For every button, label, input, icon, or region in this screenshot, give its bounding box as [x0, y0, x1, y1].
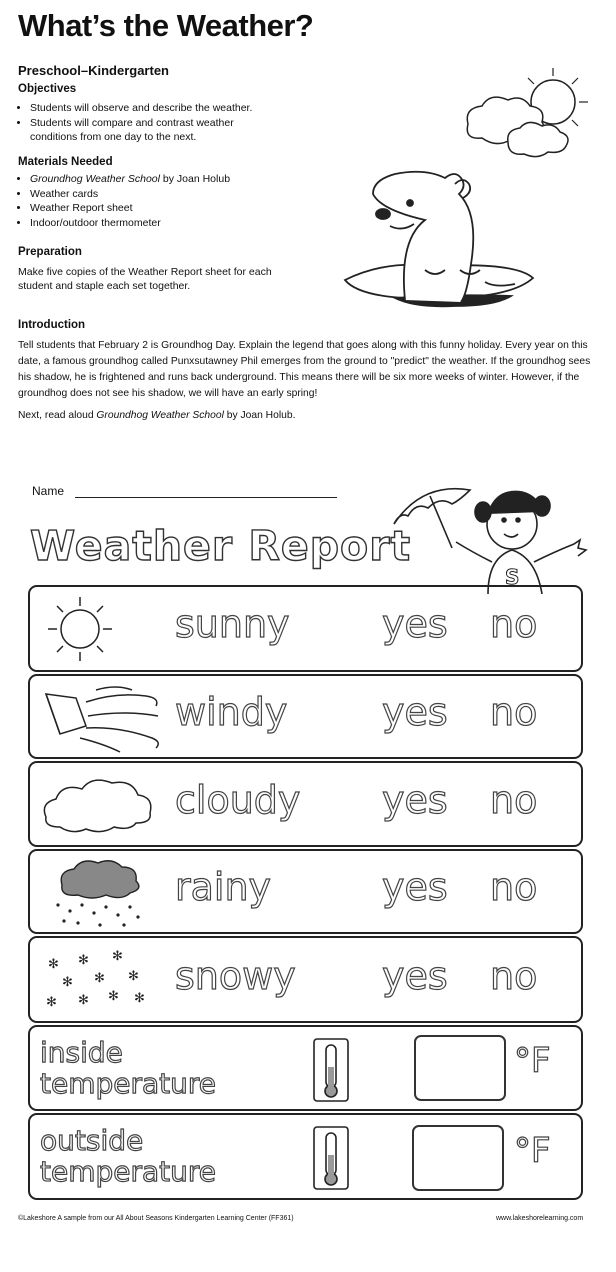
svg-text:✻: ✻ — [112, 949, 123, 964]
list-item — [30, 172, 278, 187]
yes-option[interactable]: yes — [382, 602, 448, 646]
svg-text:✻: ✻ — [134, 991, 145, 1006]
cloud-sun-illustration — [448, 62, 603, 172]
snow-icon — [42, 946, 152, 1016]
inside-unit: °F — [514, 1041, 551, 1081]
groundhog-illustration — [335, 170, 535, 330]
no-option[interactable]: no — [490, 778, 538, 822]
list-item: • Students will compare and contrast weather conditions from one day to the next. — [30, 116, 268, 145]
read-aloud-suffix: by Joan Holub. — [223, 410, 296, 421]
list-item: • Weather cards — [30, 187, 278, 202]
footer-url[interactable]: www.lakeshorelearning.com — [496, 1215, 584, 1222]
thermometer-icon — [311, 1125, 351, 1191]
materials-heading: Materials Needed — [18, 156, 113, 168]
no-option[interactable]: no — [490, 690, 538, 734]
weather-report-title: Weather Report — [30, 522, 412, 570]
inside-label-line2: temperature — [40, 1067, 216, 1100]
thermometer-icon — [311, 1037, 351, 1103]
inside-temperature-row — [28, 1025, 583, 1111]
inside-label — [40, 1037, 216, 1099]
book-author: by Joan Holub — [159, 173, 231, 185]
outside-label — [40, 1125, 216, 1187]
svg-text:✻: ✻ — [78, 953, 89, 968]
yes-option[interactable]: yes — [382, 778, 448, 822]
no-option[interactable]: no — [490, 865, 538, 909]
wind-icon — [36, 682, 166, 754]
cloud-icon — [36, 773, 160, 837]
svg-text:✻: ✻ — [128, 969, 139, 984]
shirt-letter: S — [505, 565, 520, 589]
svg-text:✻: ✻ — [48, 957, 59, 972]
svg-text:✻: ✻ — [108, 989, 119, 1004]
svg-text:✻: ✻ — [46, 995, 57, 1010]
no-option[interactable]: no — [490, 602, 538, 646]
page-title: What’s the Weather? — [18, 8, 314, 43]
outside-temperature-box[interactable] — [412, 1125, 504, 1191]
svg-text:✻: ✻ — [94, 971, 105, 986]
book-title: Groundhog Weather School — [30, 173, 160, 185]
weather-row-rainy — [28, 849, 583, 934]
name-label: Name — [32, 484, 65, 498]
yes-option[interactable]: yes — [382, 690, 448, 734]
svg-text:✻: ✻ — [78, 993, 89, 1008]
grade-level: Preschool–Kindergarten — [18, 63, 169, 78]
introduction-text: Tell students that February 2 is Groundhog Day. Explain the legend that goes along with this funny holiday. Every year on this date, a famous groundhog called Punxsutawney Phil emerges from the ground to "predict" the weather. If the groundhog sees his shadow, he is frightened and runs back underground. This means there will be six more weeks of winter. However, if the groundhog does not see his shadow, we will have an early spring! — [18, 340, 591, 399]
materials-list — [18, 172, 278, 230]
outside-label-line1: outside — [40, 1124, 144, 1157]
rain-icon — [38, 855, 154, 931]
footer-copyright: ©Lakeshore A sample from our All About Seasons Kindergarten Learning Center (FF361) — [18, 1215, 294, 1222]
read-aloud-book: Groundhog Weather School — [96, 410, 224, 421]
weather-row-windy — [28, 674, 583, 759]
list-item: • Indoor/outdoor thermometer — [30, 216, 278, 231]
word-cloudy: cloudy — [175, 778, 301, 822]
read-aloud-text — [18, 410, 295, 421]
inside-label-line1: inside — [40, 1036, 123, 1069]
weather-row-cloudy — [28, 761, 583, 847]
girl-umbrella-illustration — [392, 476, 592, 594]
preparation-heading: Preparation — [18, 246, 82, 258]
outside-label-line2: temperature — [40, 1155, 216, 1188]
yes-option[interactable]: yes — [382, 865, 448, 909]
name-input-line[interactable] — [75, 497, 337, 498]
word-windy: windy — [175, 690, 288, 734]
yes-option[interactable]: yes — [382, 954, 448, 998]
list-item: • Students will observe and describe the weather. — [30, 101, 268, 116]
weather-row-sunny — [28, 585, 583, 672]
sun-icon — [44, 595, 116, 663]
word-snowy: snowy — [175, 954, 296, 998]
inside-temperature-box[interactable] — [414, 1035, 506, 1101]
outside-temperature-row — [28, 1113, 583, 1200]
preparation-text: Make five copies of the Weather Report sheet for each student and staple each set together. — [18, 266, 272, 292]
objectives-list — [18, 101, 268, 145]
word-rainy: rainy — [175, 865, 272, 909]
read-aloud-prefix: Next, read aloud — [18, 410, 97, 421]
outside-unit: °F — [514, 1131, 551, 1171]
svg-text:✻: ✻ — [62, 975, 73, 990]
introduction-heading: Introduction — [18, 319, 86, 331]
word-sunny: sunny — [175, 602, 290, 646]
list-item: • Weather Report sheet — [30, 201, 278, 216]
objectives-heading: Objectives — [18, 83, 77, 95]
no-option[interactable]: no — [490, 954, 538, 998]
weather-row-snowy — [28, 936, 583, 1023]
